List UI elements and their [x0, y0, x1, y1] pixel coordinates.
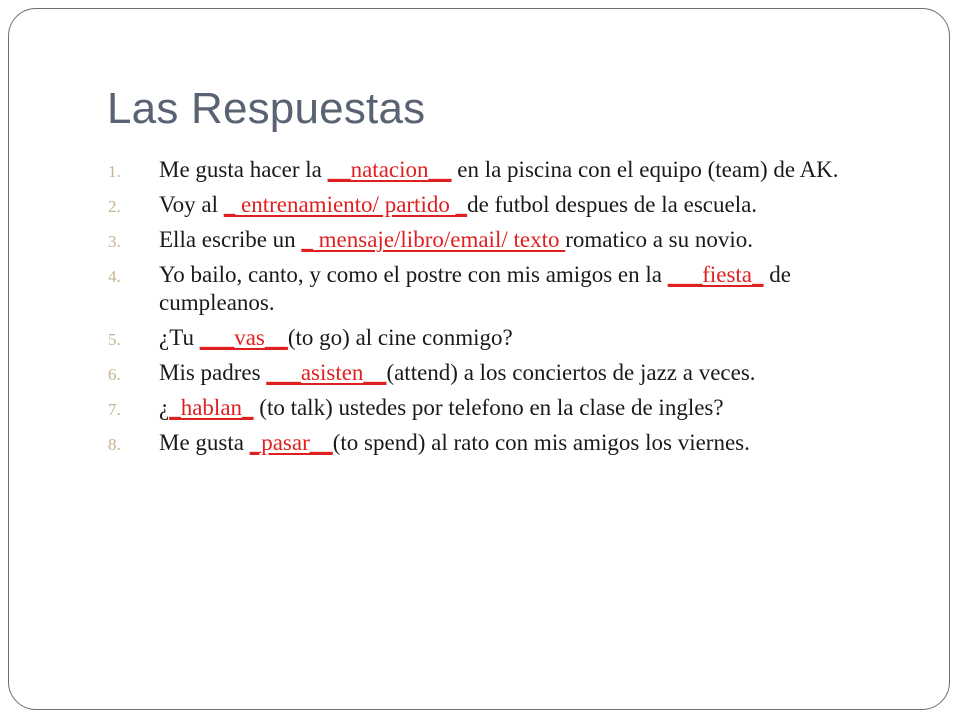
item-text-before: ¿Tu	[159, 325, 200, 350]
list-item	[108, 394, 908, 422]
item-text-after: (to talk) ustedes por telefono en la clase de ingles?	[253, 395, 724, 420]
item-number: 6.	[108, 365, 121, 384]
item-number: 4.	[108, 267, 121, 286]
answer-list	[108, 156, 908, 464]
answer-blank: _pasar__	[249, 430, 333, 455]
answer-blank: ___vas__	[199, 325, 288, 350]
item-text-before: ¿	[159, 395, 170, 420]
item-text-after: romatico a su novio.	[565, 227, 754, 252]
item-text-after: de futbol despues de la escuela.	[467, 192, 758, 217]
item-text-after: (attend) a los conciertos de jazz a veces.	[386, 360, 756, 385]
list-item	[108, 324, 908, 352]
item-number: 5.	[108, 330, 121, 349]
item-text-before: Ella escribe un	[159, 227, 302, 252]
answer-blank: _ mensaje/libro/email/ texto	[301, 227, 566, 252]
item-text-before: Me gusta	[159, 430, 250, 455]
answer-blank: _ entrenamiento/ partido _	[223, 192, 468, 217]
list-item	[108, 226, 908, 254]
item-text-before: Yo bailo, canto, y como el postre con mis amigos en la	[159, 262, 668, 287]
item-number: 7.	[108, 400, 121, 419]
list-item	[108, 261, 908, 317]
list-item	[108, 359, 908, 387]
item-text-after: de cumpleanos.	[159, 262, 791, 315]
answer-blank: ___fiesta_	[667, 262, 764, 287]
list-item	[108, 156, 908, 184]
answer-blank: __natacion__	[327, 157, 452, 182]
answer-blank: ___asisten__	[266, 360, 387, 385]
item-number: 8.	[108, 435, 121, 454]
item-text-after: en la piscina con el equipo (team) de AK.	[451, 157, 839, 182]
list-item	[108, 191, 908, 219]
item-text-after: (to spend) al rato con mis amigos los viernes.	[332, 430, 750, 455]
item-text-before: Mis padres	[159, 360, 267, 385]
slide-title: Las Respuestas	[107, 84, 426, 133]
item-text-before: Voy al	[159, 192, 224, 217]
item-text-before: Me gusta hacer la	[159, 157, 328, 182]
answer-blank: _hablan_	[169, 395, 254, 420]
list-item	[108, 429, 908, 457]
item-number: 3.	[108, 232, 121, 251]
item-number: 1.	[108, 162, 121, 181]
item-number: 2.	[108, 197, 121, 216]
item-text-after: (to go) al cine conmigo?	[287, 325, 513, 350]
